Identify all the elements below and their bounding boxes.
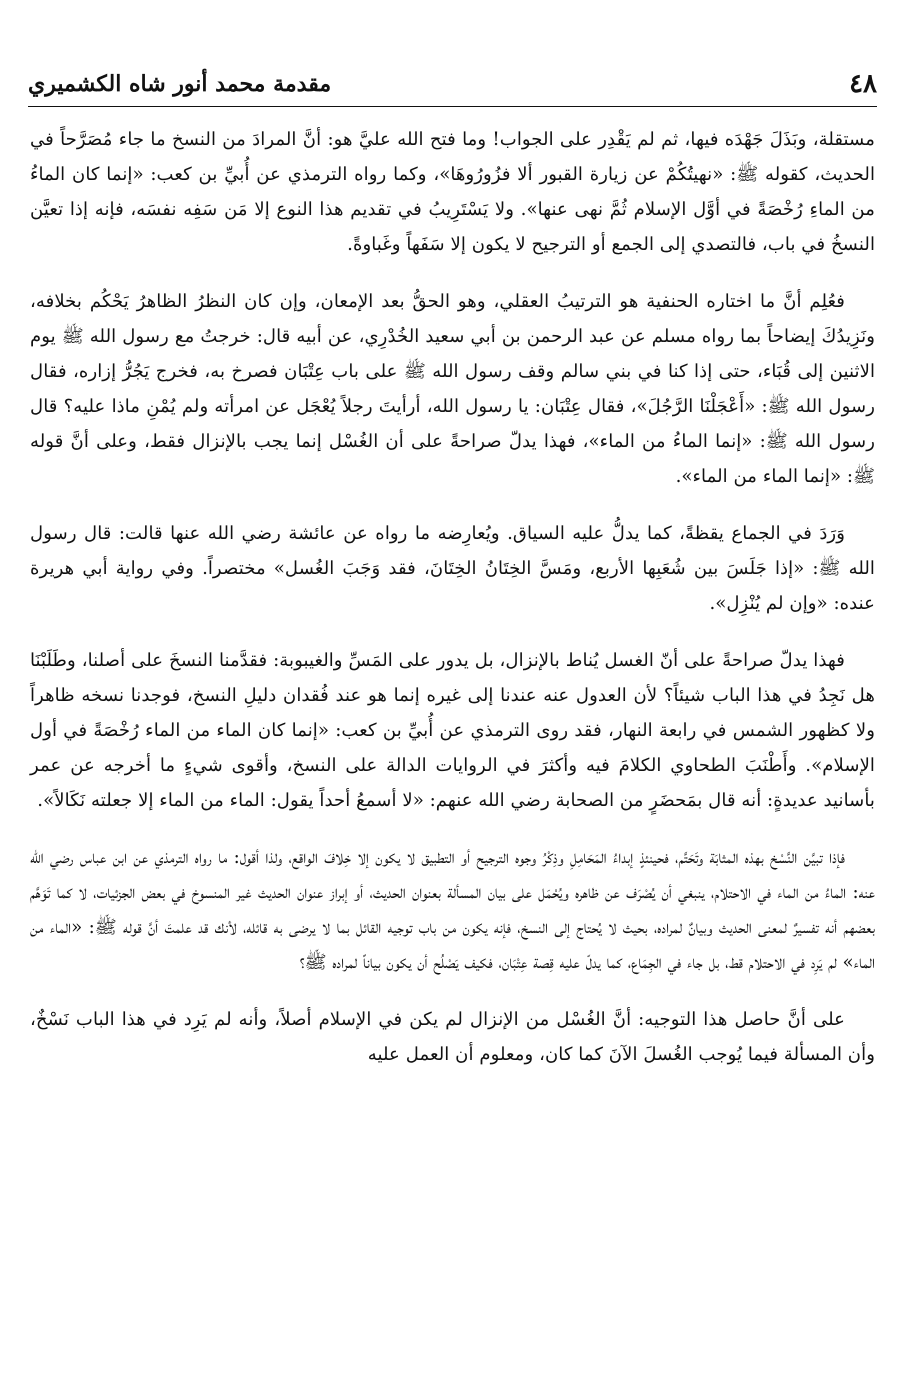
paragraph-5: فإذا تبيَّن النَّسْخ بهذه المثابَة وتَحَتَّم، فحينئذٍ إبداءُ المَحَامِلِ وذِكْرُ وجوه الترجيح أو التطبيق لا يكون إلا خِلافَ الواقع، ولذا أقول: ما رواه الترمذي عن ابن عباس رضي الله عنه: الماءُ من الماء في الاحتلام، ينبغي أن يُصْرَف عن ظاهره ويُحْمَل على بيان المسألة بعنوان الحديث، أو إبراز عنوان الحديث غير المنسوخ في بعض الجزئيات، لا كما تَوَهَّم بعضهم أنه تفسيرٌ لمعنى الحديث وبيانٌ لمراده، بحيث لا يُحتاج إلى النسخ، فإنه يكون من باب توجيه القائل بما لا يرضى به قائله، لأنك قد علمتَ أنَّ قوله ﷺ: «الماء من الماء» لم يَرِد في الاحتلام قط، بل جاء في الجِمَاع، كما يدلّ عليه قِصة عِتْبَان، فكيف يَصْلُح أن يكون بياناً لمراده ﷺ؟ xyxy=(30,847,875,973)
paragraph-6: على أنَّ حاصل هذا التوجيه: أنَّ الغُسْل من الإنزال لم يكن في الإسلام أصلاً، وأنه لم يَرِد في هذا الباب نَسْخٌ، وأن المسألة فيما يُوجب الغُسلَ الآنَ كما كان، ومعلوم أن العمل عليه xyxy=(30,1009,875,1065)
page-body xyxy=(30,122,875,1094)
paragraph-3: وَرَدَ في الجماع يقظةً، كما يدلُّ عليه السياق. ويُعارِضه ما رواه عن عائشة رضي الله عنها قالت: قال رسول الله ﷺ: «إذا جَلَسَ بين شُعَبِها الأربع، ومَسَّ الخِتَانُ الخِتَانَ، فقد وَجَبَ الغُسل» مختصراً. وفي رواية أبي هريرة عنده: «وإن لم يُنْزِل». xyxy=(30,523,875,614)
paragraph-2: فعُلِم أنَّ ما اختاره الحنفية هو الترتيبُ العقلي، وهو الحقُّ بعد الإمعان، وإن كان النظرُ الظاهرُ يَحْكُم بخلافه، ونَزِيدُكَ إيضاحاً بما رواه مسلم عن عبد الرحمن بن أبي سعيد الخُدْرِي، عن أبيه قال: خرجتُ مع رسول الله ﷺ يوم الاثنين إلى قُبَاء، حتى إذا كنا في بني سالم وقف رسول الله ﷺ على باب عِتْبَان فصرخ به، فخرج يَجُرُّ إزاره، فقال رسول الله ﷺ: «أَعْجَلْنَا الرَّجُلَ»، فقال عِتْبَان: يا رسول الله، أرأيتَ رجلاً يُعْجَل عن امرأته ولم يُمْنِ ماذا عليه؟ قال رسول الله ﷺ: «إنما الماءُ من الماء»، فهذا يدلّ صراحةً على أن الغُسْل إنما يجب بالإنزال فقط، وعلى أنَّ قوله ﷺ: «إنما الماء من الماء». xyxy=(30,291,875,487)
running-title: مقدمة محمد أنور شاه الكشميري xyxy=(28,71,332,97)
page-header xyxy=(28,66,877,107)
paragraph-4: فهذا يدلّ صراحةً على أنّ الغسل يُناط بالإنزال، بل يدور على المَسِّ والغيبوبة: فقدَّمنا النسخَ على أصلنا، وطَلَبْنَا هل نَجِدُ في هذا الباب شيئاً؟ لأن العدول عنه عندنا إلى غيره إنما هو عند فُقدان دليلِ النسخ، فوجدنا نسخه ظاهراً ولا كظهور الشمس في رابعة النهار، فقد روى الترمذي عن أُبيِّ بن كعب: «إنما كان الماء من الماء رُخْصَةً في أول الإسلام». وأَطْنَبَ الطحاوي الكلامَ فيه وأكثرَ في الروايات الدالة على النسخ، وأقوى شيءٍ ما أخرجه عن عمر بأسانيد عديدةٍ: أنه قال بمَحضَرٍ من الصحابة رضي الله عنهم: «لا أسمعُ أحداً يقول: الماء من الماء إلا جعلته نَكَالاً». xyxy=(30,650,875,811)
page-number: ٤٨ xyxy=(849,69,877,99)
paragraph-1: مستقلة، وبَذَلَ جَهْدَه فيها، ثم لم يَقْدِر على الجواب! وما فتح الله عليَّ هو: أنَّ المرادَ من النسخ ما جاء مُصَرَّحاً في الحديث، كقوله ﷺ: «نهيتُكُمْ عن زيارة القبور ألا فزُورُوهَا»، وكما رواه الترمذي عن أُبيِّ بن كعب: «إنما كان الماءُ من الماءِ رُخْصَةً في أوَّل الإسلام ثُمَّ نهى عنها». ولا يَسْتَرِيبُ في تقديم هذا النوع إلا مَن سَفِه نفسَه، فإنه إذا تعيَّن النسخُ في باب، فالتصدي إلى الجمع أو الترجيح لا يكون إلا سَفَهاً وغَباوةً. xyxy=(30,129,875,255)
